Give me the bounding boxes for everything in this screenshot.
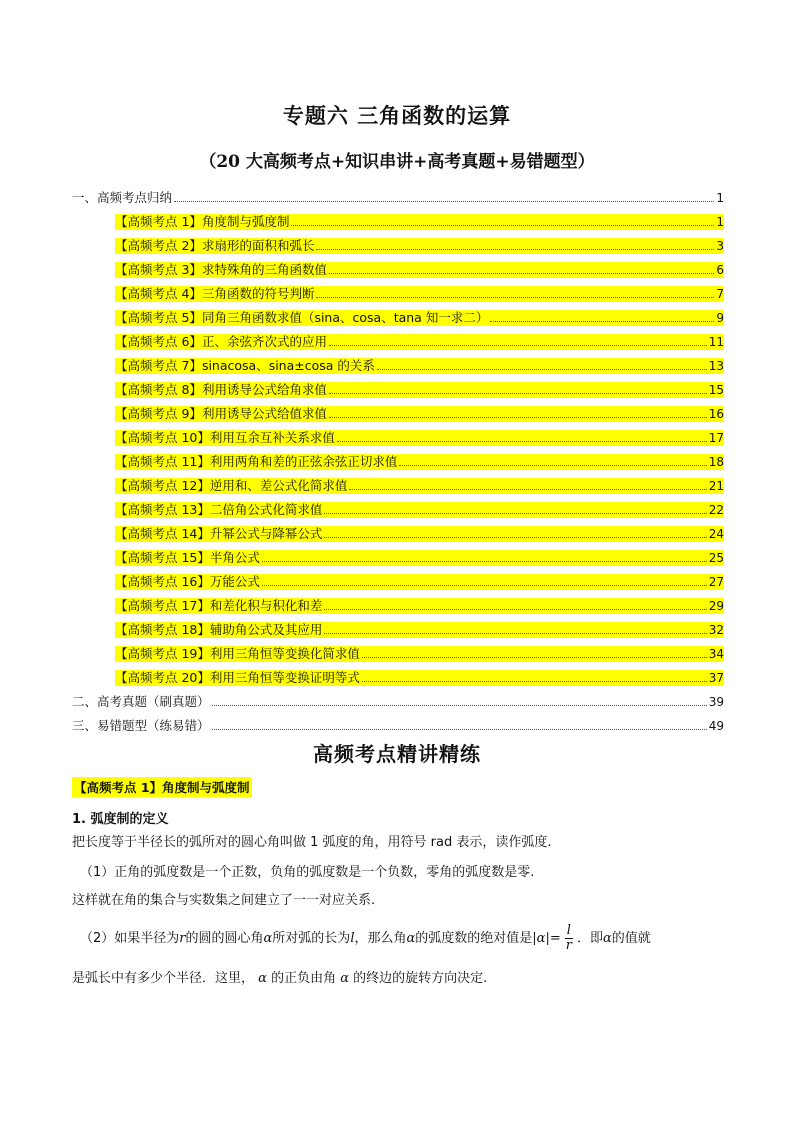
toc-entry-page: 16 — [708, 407, 724, 421]
toc-entry-page: 21 — [708, 479, 724, 493]
toc-leader-dots — [399, 464, 706, 466]
toc-entry-label: 二、高考真题（刷真题） — [72, 694, 210, 709]
table-of-contents — [72, 182, 724, 734]
toc-entry-tag: 【高频考点 7】 — [115, 358, 202, 373]
toc-entry-label: 一、高频考点归纳 — [72, 190, 173, 205]
toc-entry-tag: 【高频考点 14】 — [115, 526, 210, 541]
toc-leader-dots — [329, 344, 707, 346]
toc-leader-dots — [316, 248, 714, 250]
toc-entry-page: 6 — [716, 263, 724, 277]
text-fragment: 所对弧的长为 — [272, 930, 351, 946]
toc-entry-page: 32 — [708, 623, 724, 637]
toc-entry-page: 3 — [716, 239, 724, 253]
toc-leader-dots — [324, 608, 706, 610]
toc-entry-label: 辅助角公式及其应用 — [209, 622, 323, 637]
toc-leader-dots — [337, 440, 707, 442]
toc-subentry[interactable] — [115, 278, 724, 302]
toc-leader-dots — [362, 680, 707, 682]
toc-entry-tag: 【高频考点 5】 — [115, 310, 202, 325]
toc-subentry[interactable] — [115, 302, 724, 326]
toc-subentry[interactable] — [115, 494, 724, 518]
toc-entry-page: 39 — [708, 695, 724, 709]
toc-leader-dots — [349, 488, 706, 490]
text-fragment: 的圆的圆心角 — [185, 930, 264, 946]
toc-leader-dots — [291, 224, 714, 226]
text-fragment: ．即 — [576, 930, 603, 946]
paragraph-sign-rule — [72, 969, 724, 989]
toc-entry-page: 27 — [708, 575, 724, 589]
toc-entry-page: 24 — [708, 527, 724, 541]
math-symbol: α — [258, 971, 267, 986]
text-fragment: 是弧长中有多少个半径．这里， — [72, 971, 255, 986]
toc-leader-dots — [324, 512, 706, 514]
toc-entry-label: 角度制与弧度制 — [201, 214, 290, 229]
toc-entry-label: 利用三角恒等变换化简求值 — [209, 646, 360, 661]
toc-subentry[interactable] — [115, 326, 724, 350]
toc-entry-tag: 【高频考点 16】 — [115, 574, 210, 589]
toc-entry-tag: 【高频考点 4】 — [115, 286, 202, 301]
toc-subentry[interactable] — [115, 638, 724, 662]
math-symbol: r — [179, 930, 186, 946]
document-subtitle: （20 大高频考点+知识串讲+高考真题+易错题型） — [199, 152, 595, 172]
toc-subentry[interactable] — [115, 470, 724, 494]
toc-subentry[interactable] — [115, 206, 724, 230]
toc-leader-dots — [324, 536, 706, 538]
toc-leader-dots — [362, 656, 707, 658]
toc-leader-dots — [329, 392, 707, 394]
toc-subentry[interactable] — [115, 566, 724, 590]
math-symbol: α — [602, 930, 612, 946]
key-point-heading: 【高频考点 1】角度制与弧度制 — [72, 777, 252, 797]
fraction — [564, 924, 574, 953]
toc-subentry[interactable] — [115, 422, 724, 446]
text-fragment: ，那么角 — [354, 930, 407, 946]
text-fragment: 的值就 — [611, 930, 651, 946]
toc-entry-label: 半角公式 — [209, 550, 260, 565]
toc-subentry[interactable] — [115, 254, 724, 278]
toc-entry[interactable] — [72, 710, 724, 734]
toc-entry-label: 逆用和、差公式化简求值 — [209, 478, 348, 493]
toc-entry-page: 34 — [708, 647, 724, 661]
toc-entry-label: 利用诱导公式给角求值 — [201, 382, 327, 397]
toc-leader-dots — [174, 200, 714, 202]
toc-entry-label: 利用诱导公式给值求值 — [201, 406, 327, 421]
fraction-numerator: l — [566, 923, 571, 938]
toc-entry-label: 万能公式 — [209, 574, 260, 589]
toc-entry-label: 利用三角恒等变换证明等式 — [209, 670, 360, 685]
toc-entry-tag: 【高频考点 18】 — [115, 622, 210, 637]
toc-entry-label: 升幂公式与降幂公式 — [209, 526, 323, 541]
math-symbol: l — [350, 930, 355, 946]
toc-entry-page: 37 — [708, 671, 724, 685]
toc-entry-tag: 【高频考点 11】 — [115, 454, 210, 469]
toc-subentry[interactable] — [115, 590, 724, 614]
paragraph-correspondence: 这样就在角的集合与实数集之间建立了一一对应关系. — [72, 893, 376, 908]
toc-entry-label: 同角三角函数求值（sina、cosa、tana 知一求二） — [201, 310, 489, 325]
text-fragment: 的终边的旋转方向决定. — [353, 971, 488, 986]
toc-entry-label: 利用两角和差的正弦余弦正切求值 — [209, 454, 398, 469]
toc-entry-label: 求特殊角的三角函数值 — [201, 262, 327, 277]
toc-leader-dots — [262, 560, 707, 562]
text-fragment: （2）如果半径为 — [80, 930, 180, 946]
toc-entry-tag: 【高频考点 6】 — [115, 334, 202, 349]
math-symbol: α — [340, 971, 350, 986]
section-title: 高频考点精讲精练 — [313, 742, 481, 766]
toc-entry-tag: 【高频考点 17】 — [115, 598, 210, 613]
toc-entry-tag: 【高频考点 12】 — [115, 478, 210, 493]
toc-subentry[interactable] — [115, 518, 724, 542]
toc-entry-page: 1 — [716, 215, 724, 229]
toc-leader-dots — [212, 728, 707, 730]
toc-subentry[interactable] — [115, 446, 724, 470]
toc-subentry[interactable] — [115, 542, 724, 566]
text-fragment: 的正负由角 — [271, 971, 337, 986]
fraction-denominator: r — [565, 938, 572, 953]
toc-leader-dots — [316, 296, 714, 298]
toc-entry-label: 和差化积与积化和差 — [209, 598, 323, 613]
toc-entry-page: 13 — [708, 359, 724, 373]
toc-entry-tag: 【高频考点 19】 — [115, 646, 210, 661]
document-title: 专题六 三角函数的运算 — [282, 104, 512, 128]
math-expression: |α|= — [532, 930, 561, 946]
math-symbol: α — [263, 930, 273, 946]
toc-entry-tag: 【高频考点 15】 — [115, 550, 210, 565]
toc-entry-label: sinacosa、sina±cosa 的关系 — [201, 358, 375, 373]
toc-entry[interactable] — [72, 182, 724, 206]
toc-entry-page: 15 — [708, 383, 724, 397]
toc-entry-page: 17 — [708, 431, 724, 445]
paragraph-point-1: （1）正角的弧度数是一个正数，负角的弧度数是一个负数，零角的弧度数是零. — [80, 865, 535, 880]
toc-entry-page: 49 — [708, 719, 724, 733]
toc-subentry[interactable] — [115, 350, 724, 374]
toc-leader-dots — [212, 704, 707, 706]
toc-entry-page: 29 — [708, 599, 724, 613]
toc-entry-page: 9 — [716, 311, 724, 325]
toc-entry-label: 正、余弦齐次式的应用 — [201, 334, 327, 349]
toc-entry-tag: 【高频考点 3】 — [115, 262, 202, 277]
toc-entry-tag: 【高频考点 8】 — [115, 382, 202, 397]
toc-entry-page: 7 — [716, 287, 724, 301]
toc-entry[interactable] — [72, 686, 724, 710]
toc-entry-page: 11 — [708, 335, 724, 349]
toc-leader-dots — [329, 272, 714, 274]
toc-leader-dots — [377, 368, 707, 370]
toc-leader-dots — [262, 584, 707, 586]
toc-entry-page: 1 — [716, 191, 724, 205]
toc-entry-page: 22 — [708, 503, 724, 517]
toc-entry-label: 二倍角公式化简求值 — [209, 502, 323, 517]
toc-entry-label: 求扇形的面积和弧长 — [201, 238, 315, 253]
toc-subentry[interactable] — [115, 614, 724, 638]
toc-entry-tag: 【高频考点 20】 — [115, 670, 210, 685]
math-symbol: α — [406, 930, 416, 946]
toc-leader-dots — [329, 416, 707, 418]
toc-subentry[interactable] — [115, 374, 724, 398]
subsection-heading: 1. 弧度制的定义 — [72, 812, 169, 827]
toc-leader-dots — [324, 632, 706, 634]
paragraph-definition: 把长度等于半径长的弧所对的圆心角叫做 1 弧度的角，用符号 rad 表示，读作弧度. — [72, 835, 552, 850]
toc-subentry[interactable] — [115, 230, 724, 254]
toc-subentry[interactable] — [115, 398, 724, 422]
paragraph-point-2 — [80, 924, 732, 953]
toc-entry-tag: 【高频考点 13】 — [115, 502, 210, 517]
toc-entry-label: 利用互余互补关系求值 — [209, 430, 335, 445]
toc-subentry[interactable] — [115, 662, 724, 686]
text-fragment: 的弧度数的绝对值是 — [415, 930, 533, 946]
toc-entry-label: 三、易错题型（练易错） — [72, 718, 210, 733]
toc-entry-tag: 【高频考点 9】 — [115, 406, 202, 421]
toc-leader-dots — [490, 320, 714, 322]
toc-entry-page: 25 — [708, 551, 724, 565]
toc-entry-tag: 【高频考点 2】 — [115, 238, 202, 253]
toc-entry-label: 三角函数的符号判断 — [201, 286, 315, 301]
toc-entry-page: 18 — [708, 455, 724, 469]
toc-entry-tag: 【高频考点 1】 — [115, 214, 202, 229]
toc-entry-tag: 【高频考点 10】 — [115, 430, 210, 445]
